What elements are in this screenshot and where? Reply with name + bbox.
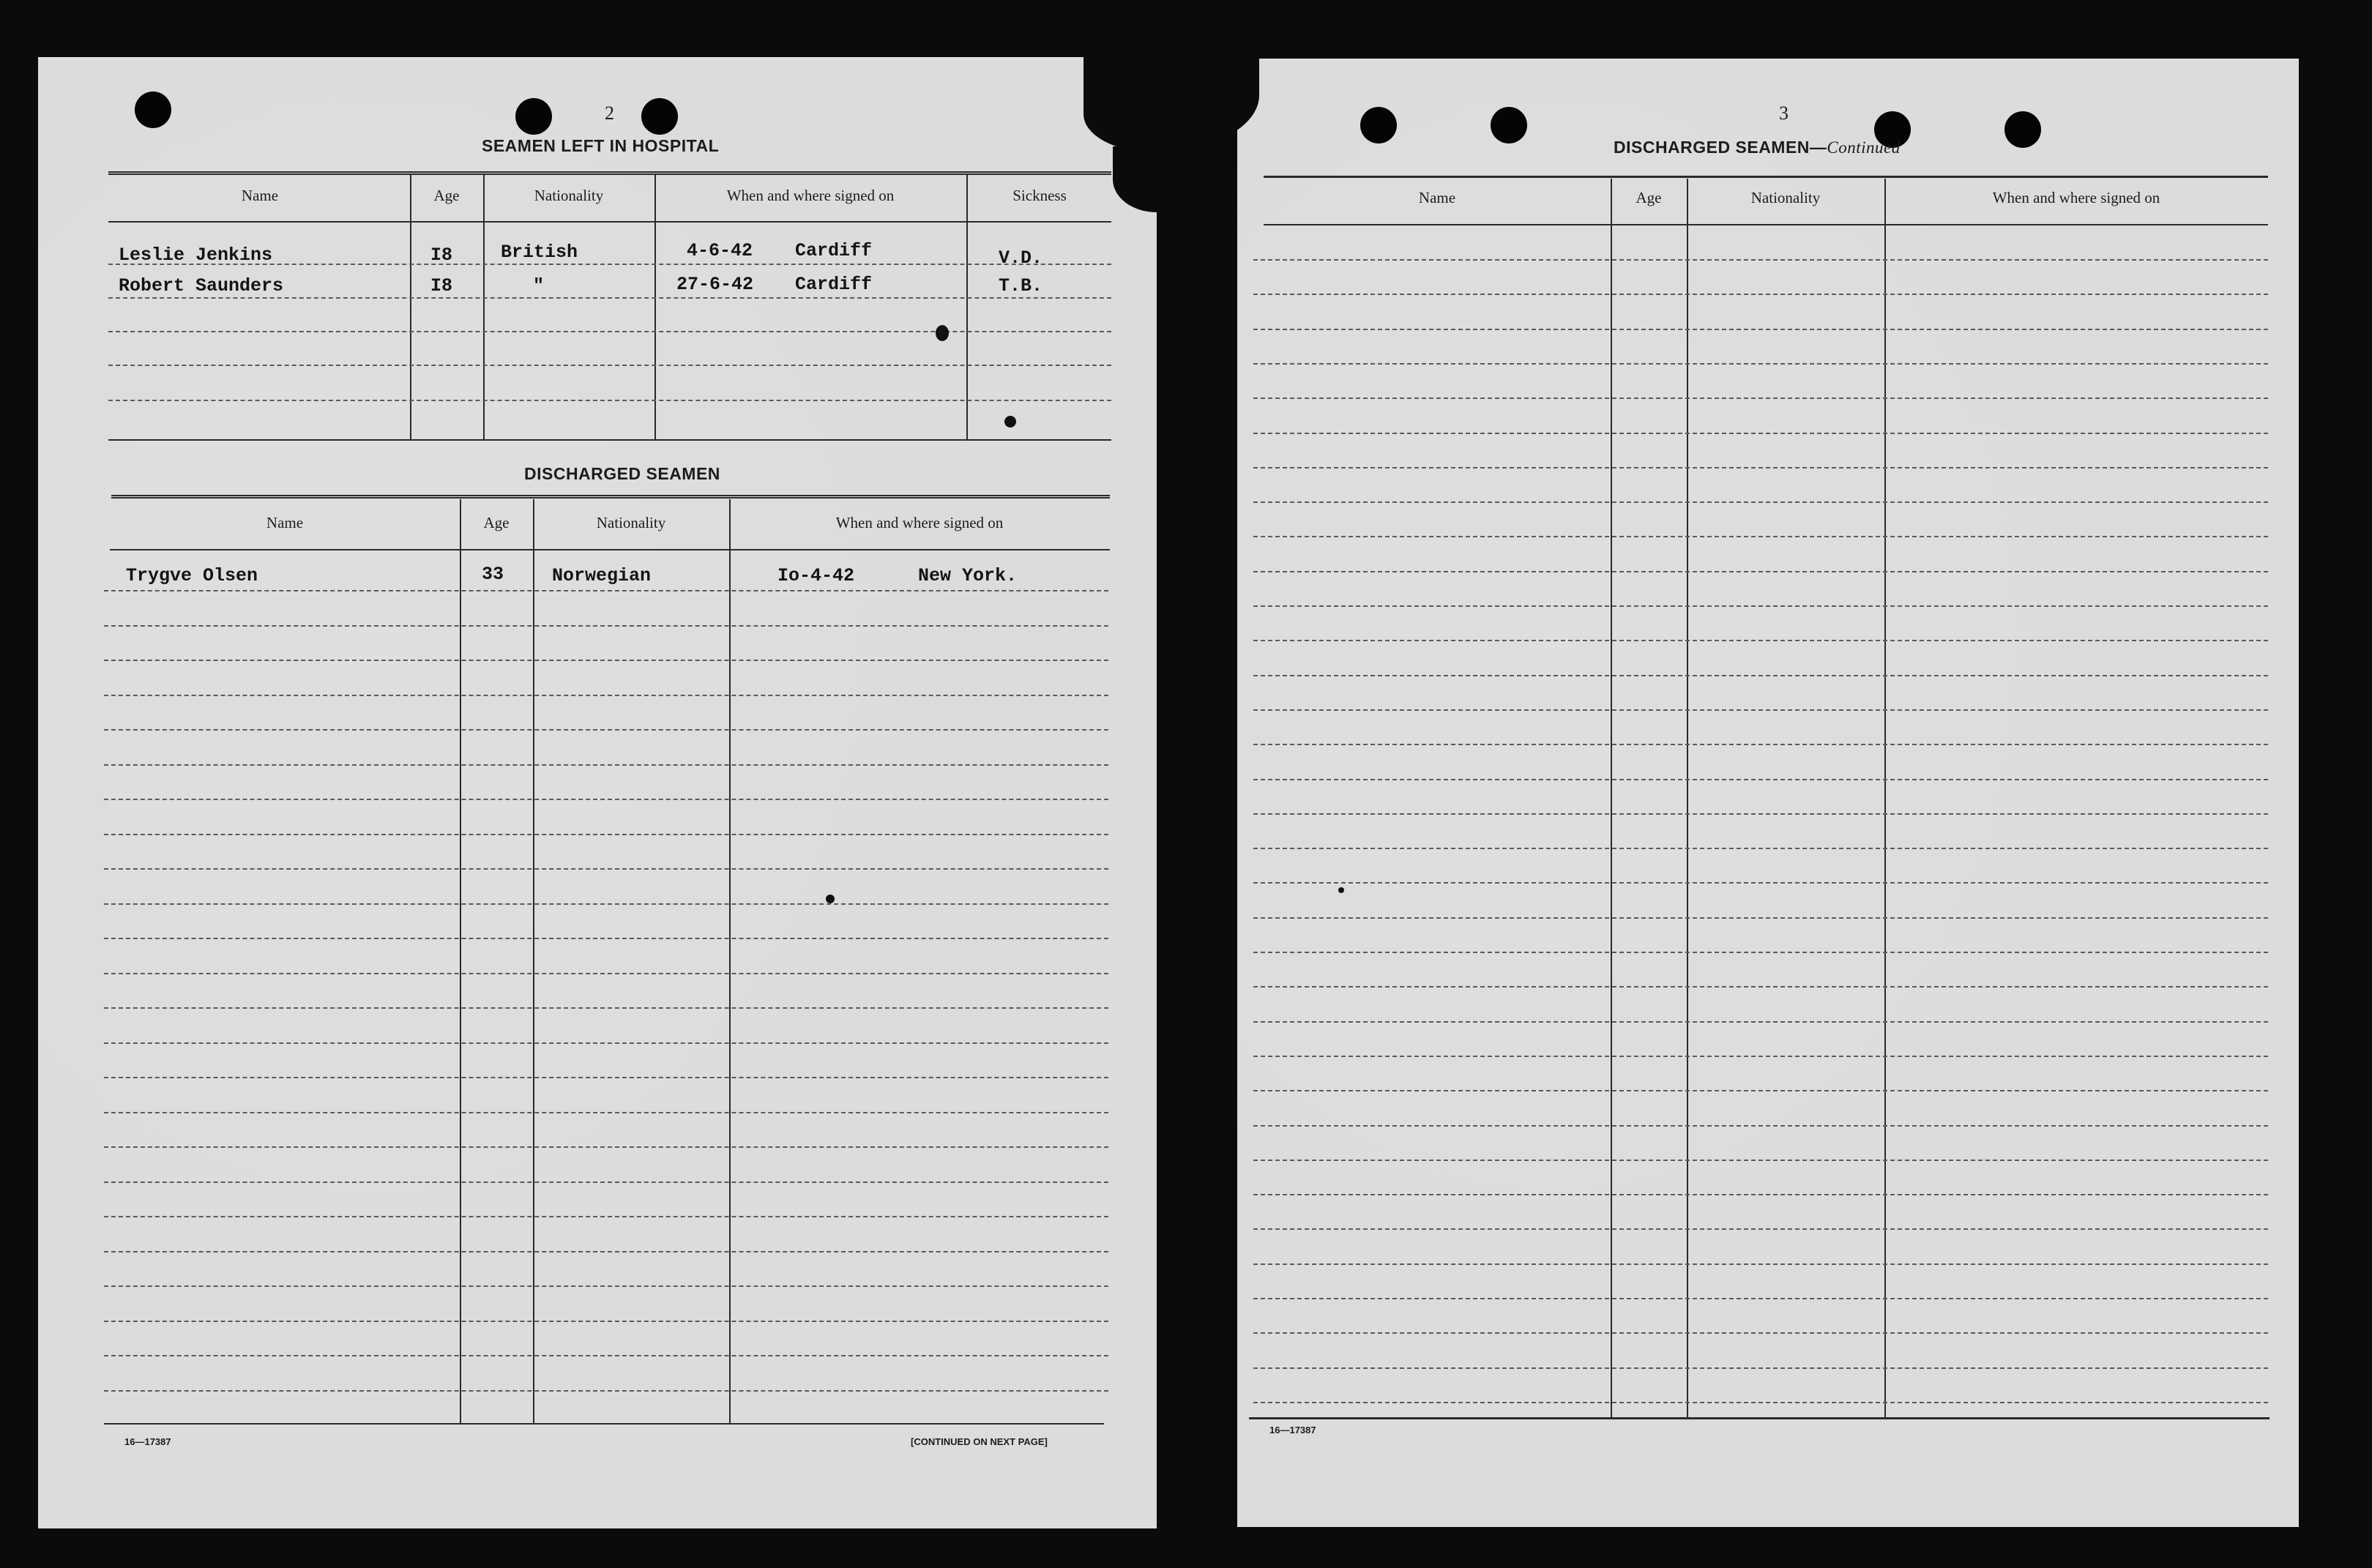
ruled-line	[104, 1251, 1108, 1252]
seaman-nationality: Norwegian	[552, 565, 652, 586]
ruled-line	[104, 1112, 1108, 1113]
seaman-nationality: British	[501, 242, 578, 263]
col-header-age: Age	[483, 514, 510, 531]
ruled-line	[1253, 1367, 2268, 1369]
col-header-name: Name	[1418, 189, 1456, 206]
page-number: 2	[605, 102, 614, 124]
ink-spot	[936, 325, 949, 341]
ruled-line	[1253, 1056, 2268, 1057]
ruled-line	[1253, 259, 2268, 261]
discharged-title: DISCHARGED SEAMEN	[524, 464, 720, 483]
ruled-line	[1253, 1160, 2268, 1161]
col-header-signed-on: When and where signed on	[726, 187, 895, 204]
ruled-line	[104, 1390, 1108, 1392]
ruled-line	[104, 868, 1108, 870]
continued-note: [CONTINUED ON NEXT PAGE]	[911, 1436, 1048, 1447]
signed-on-date: 4-6-42	[687, 240, 753, 261]
ruled-line	[1253, 882, 2268, 884]
ruled-line	[104, 1285, 1108, 1287]
ruled-line	[1253, 536, 2268, 537]
col-header-name: Name	[241, 187, 279, 204]
ruled-line	[1253, 848, 2268, 849]
form-number: 16—17387	[1269, 1425, 1316, 1436]
ruled-line	[104, 973, 1108, 974]
signed-on-date: 27-6-42	[676, 274, 754, 295]
ruled-line	[1253, 605, 2268, 607]
ruled-line	[1253, 1263, 2268, 1265]
ruled-line	[1253, 363, 2268, 365]
ruled-line	[104, 903, 1108, 905]
col-header-signed-on: When and where signed on	[835, 514, 1004, 531]
seaman-nationality: "	[533, 275, 545, 296]
hospital-title: SEAMEN LEFT IN HOSPITAL	[482, 136, 720, 155]
ruled-line	[1253, 640, 2268, 641]
ruled-line	[104, 695, 1108, 696]
title-main: DISCHARGED SEAMEN—	[1614, 138, 1827, 157]
signed-on-place: New York.	[918, 565, 1018, 586]
col-header-sickness: Sickness	[1012, 187, 1067, 204]
punch-hole-icon	[1491, 107, 1527, 143]
right-page	[1237, 59, 2299, 1527]
seaman-age: 33	[482, 564, 504, 585]
ruled-line	[1253, 1228, 2268, 1230]
ruled-line	[1253, 1021, 2268, 1023]
seaman-age: I8	[430, 275, 453, 296]
ruled-line	[1253, 1194, 2268, 1195]
ink-spot	[1004, 416, 1016, 428]
ruled-line	[1253, 709, 2268, 711]
ruled-line	[104, 1007, 1108, 1009]
ruled-line	[1253, 571, 2268, 572]
ruled-line	[1253, 917, 2268, 919]
signed-on-place: Cardiff	[795, 240, 873, 261]
ruled-line	[1253, 952, 2268, 953]
ruled-line	[104, 1042, 1108, 1044]
discharged-continued-title	[1614, 138, 1901, 157]
col-header-signed-on: When and where signed on	[1992, 189, 2160, 206]
ruled-line	[1253, 467, 2268, 468]
col-header-name: Name	[266, 514, 304, 531]
ruled-line	[1253, 433, 2268, 434]
ruled-line	[104, 799, 1108, 800]
punch-hole-icon	[1360, 107, 1397, 143]
ruled-line	[104, 660, 1108, 661]
ruled-line	[104, 729, 1108, 731]
col-header-age: Age	[433, 187, 460, 204]
page-number: 3	[1779, 102, 1789, 124]
ruled-line	[104, 1077, 1108, 1078]
ruled-line	[1253, 501, 2268, 503]
col-header-nationality: Nationality	[1750, 189, 1821, 206]
ruled-line	[104, 938, 1108, 939]
ruled-line	[104, 625, 1108, 627]
ruled-line	[1253, 675, 2268, 676]
ruled-line	[104, 1321, 1108, 1322]
ruled-line	[1253, 813, 2268, 815]
seaman-age: I8	[430, 244, 453, 266]
col-header-nationality: Nationality	[596, 514, 666, 531]
ink-spot	[1338, 887, 1344, 893]
seaman-name: Robert Saunders	[119, 275, 284, 296]
ruled-line	[1253, 294, 2268, 295]
ruled-line	[1253, 1125, 2268, 1127]
ruled-line	[1253, 1090, 2268, 1091]
ruled-line	[104, 1216, 1108, 1217]
ruled-line	[104, 1181, 1108, 1183]
punch-hole-icon	[2004, 111, 2041, 148]
ruled-line	[1253, 986, 2268, 988]
signed-on-place: Cardiff	[795, 274, 873, 295]
punch-hole-icon	[135, 92, 171, 128]
ruled-line	[104, 1355, 1108, 1356]
ruled-line	[104, 764, 1108, 766]
punch-hole-icon	[515, 98, 552, 135]
form-number: 16—17387	[124, 1436, 171, 1447]
seaman-name: Trygve Olsen	[126, 565, 258, 586]
punch-hole-icon	[641, 98, 678, 135]
ruled-line	[104, 834, 1108, 835]
title-continued: Continued	[1827, 138, 1901, 157]
ink-spot	[826, 895, 835, 903]
col-header-age: Age	[1636, 189, 1662, 206]
ruled-line	[1253, 329, 2268, 330]
ruled-line	[1253, 1402, 2268, 1403]
ruled-line	[104, 590, 1108, 591]
signed-on-date: Io-4-42	[777, 565, 855, 586]
col-header-nationality: Nationality	[534, 187, 604, 204]
ruled-line	[1253, 744, 2268, 745]
ruled-line	[1253, 1332, 2268, 1334]
seaman-name: Leslie Jenkins	[119, 244, 273, 266]
sickness: T.B.	[999, 275, 1043, 296]
ruled-line	[1253, 779, 2268, 780]
ruled-line	[1253, 397, 2268, 399]
ruled-line	[1253, 1298, 2268, 1299]
sickness: V.D.	[999, 247, 1043, 269]
ruled-line	[104, 1146, 1108, 1148]
